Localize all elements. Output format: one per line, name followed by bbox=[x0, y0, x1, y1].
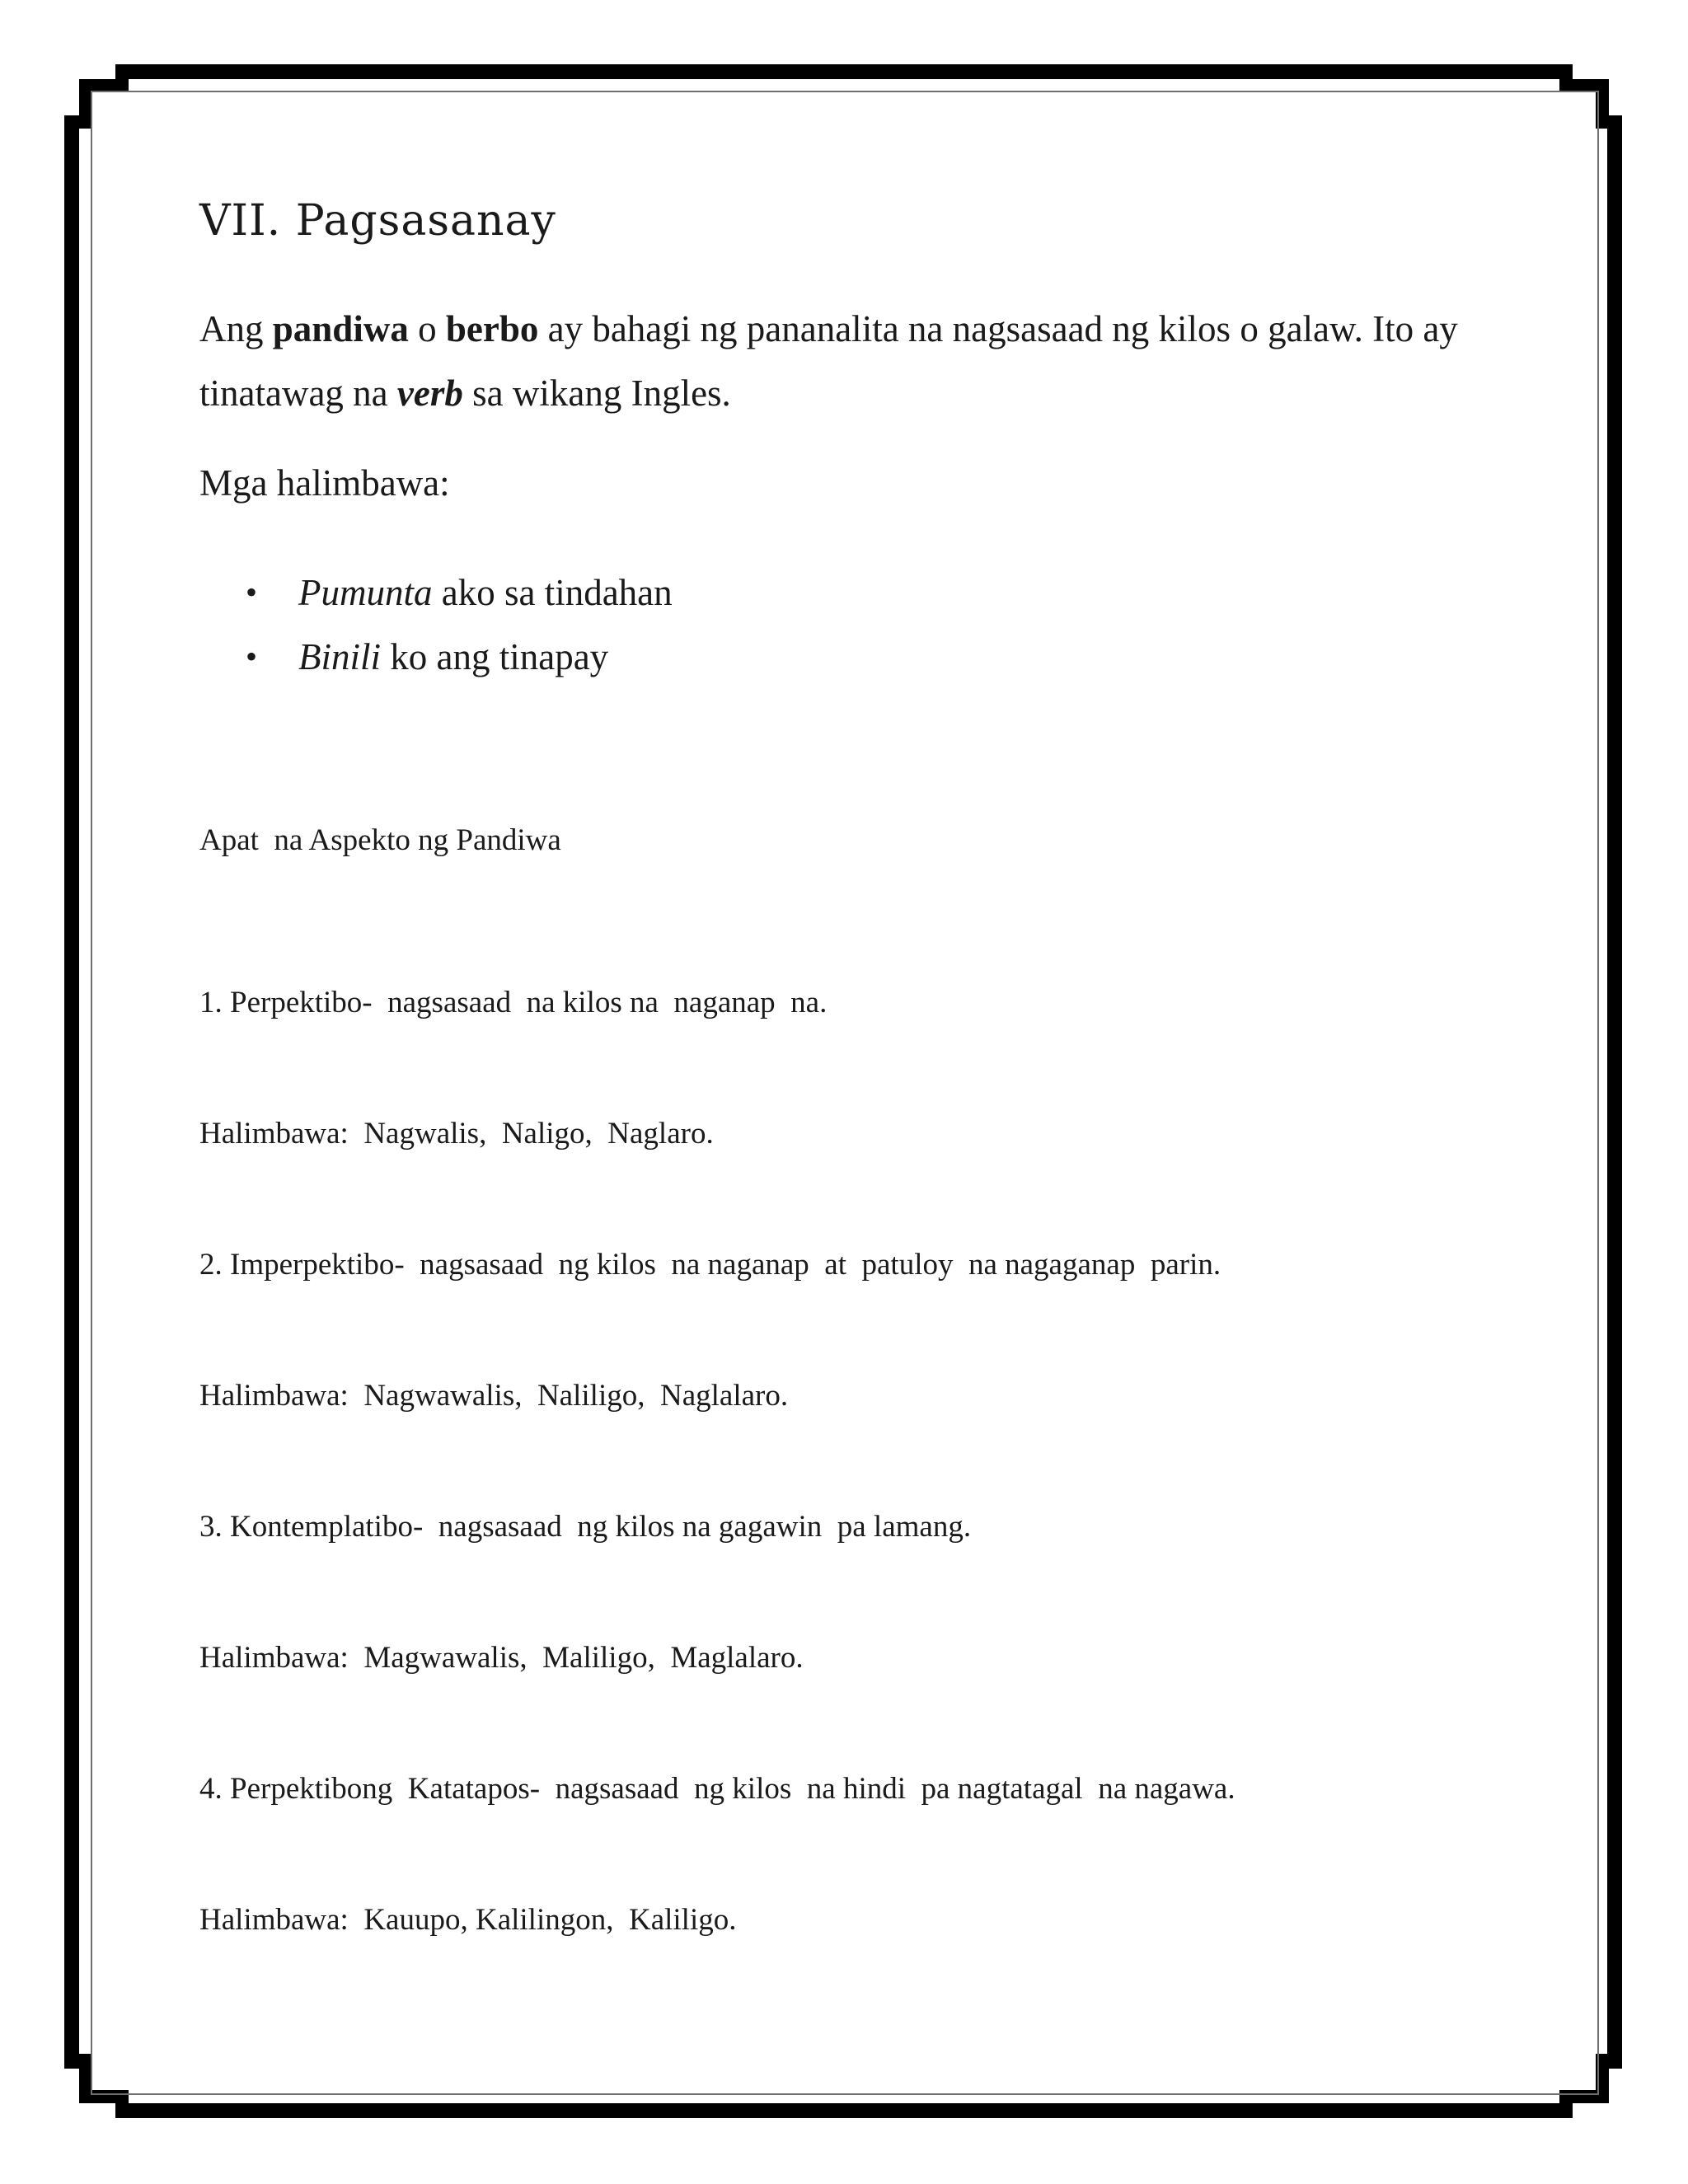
term-verb: verb bbox=[396, 373, 463, 414]
border-left-bar bbox=[64, 115, 79, 2069]
definition-text: o bbox=[408, 308, 446, 349]
aspects-title: Apat na Aspekto ng Pandiwa bbox=[199, 823, 561, 857]
border-right-bar bbox=[1607, 115, 1622, 2069]
aspect-example: Halimbawa: Magwawalis, Maliligo, Maglalaro. bbox=[199, 1641, 804, 1675]
aspect-definition: 1. Perpektibo- nagsasaad na kilos na naganap na. bbox=[199, 986, 828, 1019]
definition-text: ay bahagi ng pananalita na nagsasaad ng kilos o galaw. Ito ay tinatawag na bbox=[199, 308, 1458, 414]
example-rest: ko ang tinapay bbox=[381, 636, 609, 677]
example-sentence bbox=[298, 560, 673, 625]
example-sentence bbox=[298, 625, 608, 689]
border-bottom-bar bbox=[115, 2103, 1573, 2118]
definition-paragraph bbox=[199, 297, 1502, 425]
term-berbo: berbo bbox=[445, 308, 539, 349]
aspect-definition: 3. Kontemplatibo- nagsasaad ng kilos na gagawin pa lamang. bbox=[199, 1510, 972, 1544]
aspect-example: Halimbawa: Nagwawalis, Naliligo, Naglalaro. bbox=[199, 1379, 789, 1413]
aspect-example: Halimbawa: Nagwalis, Naligo, Naglaro. bbox=[199, 1117, 714, 1151]
examples-label: Mga halimbawa: bbox=[199, 462, 450, 504]
aspect-example: Halimbawa: Kauupo, Kalilingon, Kaliligo. bbox=[199, 1903, 737, 1937]
bullet-icon: • bbox=[246, 638, 258, 675]
example-verb: Binili bbox=[298, 636, 381, 677]
definition-text: Ang bbox=[199, 308, 273, 349]
aspect-definition: 4. Perpektibong Katatapos- nagsasaad ng kilos na hindi pa nagtatagal na nagawa. bbox=[199, 1772, 1236, 1806]
definition-text: sa wikang Ingles. bbox=[462, 373, 731, 414]
aspect-definition: 2. Imperpektibo- nagsasaad ng kilos na naganap at patuloy na nagaganap parin. bbox=[199, 1248, 1221, 1282]
section-heading: VII. Pagsasanay bbox=[199, 196, 556, 246]
example-verb: Pumunta bbox=[298, 572, 433, 613]
example-rest: ako sa tindahan bbox=[432, 572, 673, 613]
border-top-bar bbox=[115, 64, 1573, 79]
term-pandiwa: pandiwa bbox=[272, 308, 409, 349]
bullet-icon: • bbox=[246, 574, 258, 611]
